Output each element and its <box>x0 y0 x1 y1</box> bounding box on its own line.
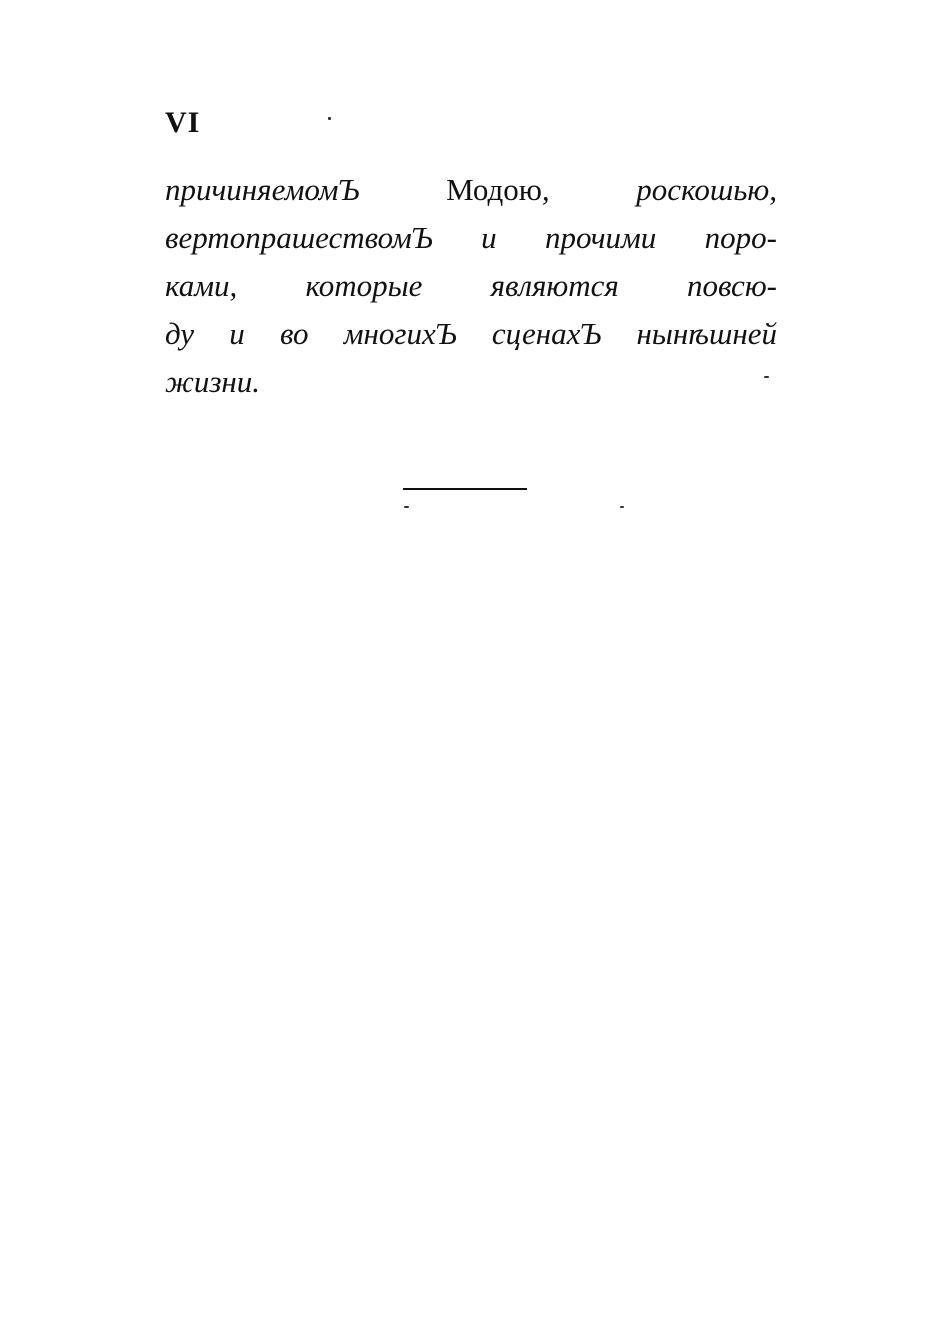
body-text <box>165 166 777 406</box>
print-speck <box>328 117 331 120</box>
section-divider-rule <box>403 488 527 490</box>
print-speck <box>764 376 769 378</box>
page-number: VI <box>165 106 201 139</box>
print-speck <box>620 506 624 508</box>
text-line-2: вертопрашествомЪ и прочими поро- <box>165 220 777 255</box>
print-speck <box>404 506 409 508</box>
text-line-3: ками, которые являются повсю- <box>165 268 777 303</box>
text-line-1 <box>165 166 777 214</box>
text-segment: , роскошью, <box>541 172 778 207</box>
text-segment-upright: Модою <box>446 172 542 207</box>
text-segment: причиняемомЪ <box>165 172 447 207</box>
text-line-4: ду и во многихЪ сценахЪ нынѣшней <box>165 316 777 351</box>
text-line-5: жизни. <box>165 364 261 399</box>
